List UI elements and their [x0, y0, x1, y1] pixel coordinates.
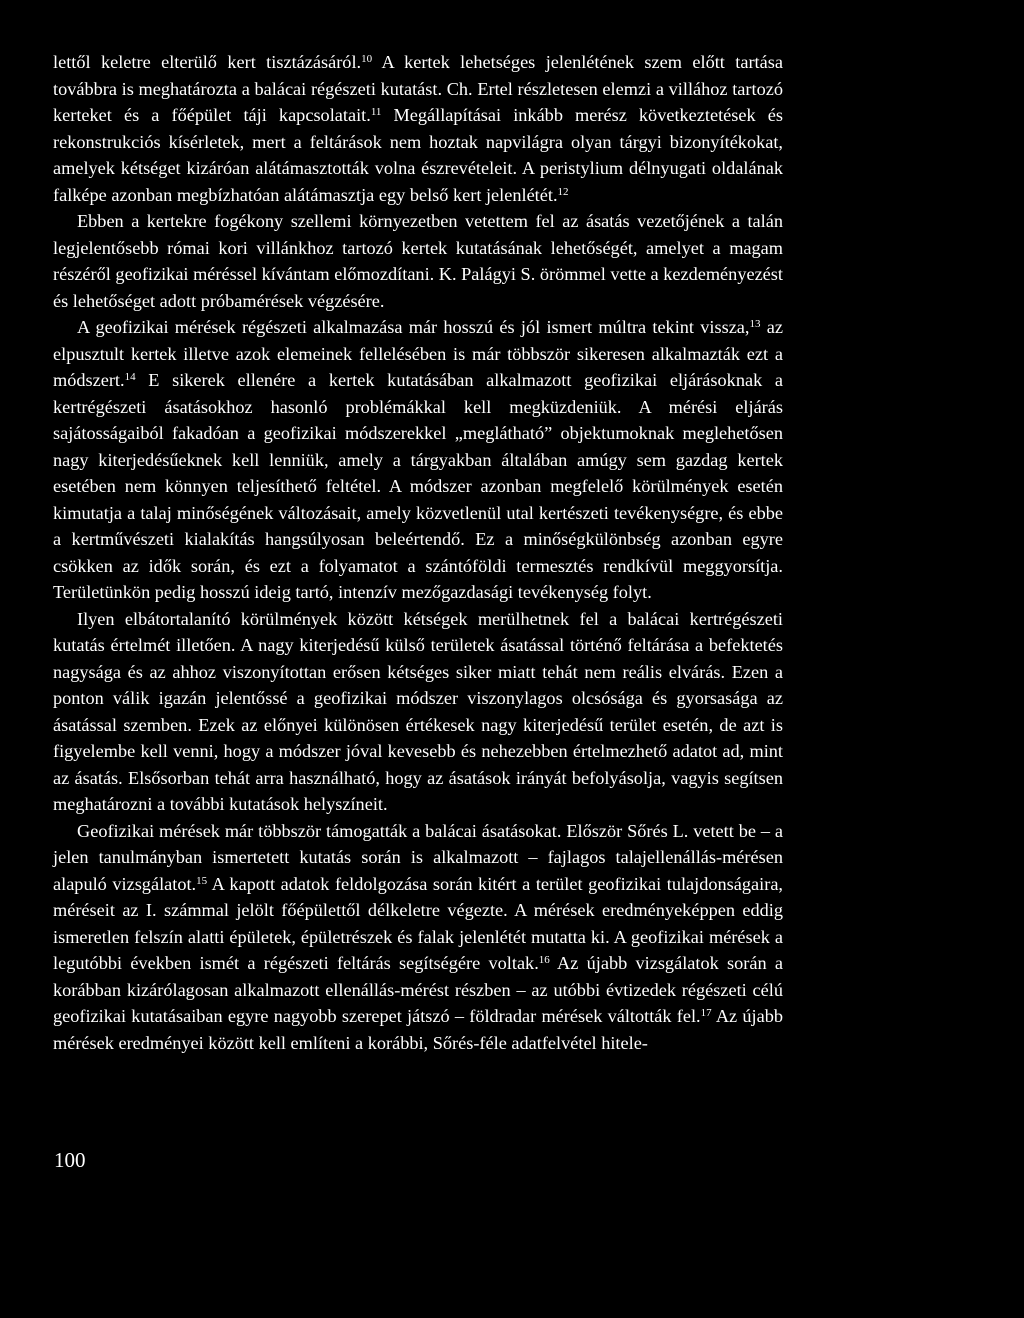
text-run: Megállapításai inkább merész következtetések és rekonstrukciós kísérletek, mert a feltárások nem hoztak napvilágra olyan tárgyi bizonyítékokat, amelyek kétséget kizáróan alátámasztották volna észrevételeit. A peristylium délnyugati oldalának falképe azonban megbízhatóan alátámasztja egy belső kert jelenlétét.: [53, 105, 783, 205]
footnote-reference: 10: [361, 53, 373, 65]
text-run: A geofizikai mérések régészeti alkalmazása már hosszú és jól ismert múltra tekint vissza,: [77, 317, 750, 337]
text-run: A kertek lehetséges jelenlétének szem előtt tartása továbbra is meghatározta a balácai régészeti kutatást. Ch. Ertel részletesen elemzi a villához tartozó kerteket és a főépület táji kapcsolatait.: [53, 52, 783, 125]
body-text: [53, 49, 783, 1056]
text-run: lettől keletre elterülő kert tisztázásáról.: [53, 52, 362, 72]
text-run: Az újabb vizsgálatok során a korábban kizárólagosan alkalmazott ellenállás-mérést részben – az utóbbi évtizedek régészeti célú geofizikai kutatásaiban egyre nagyobb szerepet játszó – földradar mérések váltották fel.: [53, 953, 783, 1026]
footnote-reference: 11: [370, 106, 382, 118]
footnote-reference: 12: [557, 185, 569, 198]
text-run: Geofizikai mérések már többször támogatták a balácai ásatásokat. Először Sőrés L. vetett be – a jelen tanulmányban ismertetett kutatás során is alkalmazott – fajlagos talajellenállás-mérésen alapuló vizsgálatot.: [53, 820, 783, 894]
paragraph: [53, 606, 783, 818]
footnote-reference: 13: [749, 318, 761, 330]
paragraph: [53, 49, 783, 208]
page-number: 100: [54, 1148, 86, 1172]
paragraph: [53, 314, 783, 606]
text-run: az elpusztult kertek illetve azok elemeinek fellelésében is már többször sikeresen alkalmazták ezt a módszert.: [53, 317, 783, 390]
footnote-reference: 17: [700, 1007, 712, 1019]
paragraph: [53, 208, 783, 314]
text-run: A kapott adatok feldolgozása során kitért a terület geofizikai tulajdonságaira, méréseit az I. számmal jelölt főépülettől délkeletre végezte. A mérések eredményeképpen eddig ismeretlen felszín alatti épületek, épületrészek és falak jelenlétét mutatta ki. A geofizikai mérések a legutóbbi években ismét a régészeti feltárás segítségére voltak.: [53, 873, 783, 973]
text-run: Az újabb mérések eredményei között kell említeni a korábbi, Sőrés-féle adatfelvétel hitele-: [53, 1006, 783, 1053]
footnote-reference: 14: [124, 371, 136, 383]
text-run: E sikerek ellenére a kertek kutatásában alkalmazott geofizikai eljárásoknak a kertrégészeti ásatásokhoz hasonló problémákkal kell megküzdeniük. A mérési eljárás sajátosságaiból fakadóan a geofizikai módszerekkel „meglátható” objektumoknak meglehetősen nagy kiterjedésűeknek kell lenniük, amely a tárgyakban általában amúgy sem gazdag kertek esetében nem könnyen teljesíthető feltétel. A módszer azonban megfelelő körülmények esetén kimutatja a talaj minőségének változásait, amely közvetlenül utal kertészeti tevékenységre, és ebbe a kertművészeti kialakítás hangsúlyosan beleértendő. Ez a minőségkülönbség azonban egyre csökken az idők során, és ezt a folyamatot a szántóföldi termesztés rendkívül meggyorsítja. Területünkön pedig hosszú ideig tartó, intenzív mezőgazdasági tevékenység folyt.: [53, 370, 783, 602]
paragraph: [53, 818, 783, 1057]
footnote-reference: 15: [196, 874, 208, 887]
text-run: Ebben a kertekre fogékony szellemi környezetben vetettem fel az ásatás vezetőjének a talán legjelentősebb római kori villánkhoz tartozó kertek kutatásának lehetőségét, amelyet a magam részéről geofizikai méréssel kívántam előmozdítani. K. Palágyi S. örömmel vette a kezdeményezést és lehetőséget adott próbamérések végzésére.: [53, 211, 783, 311]
text-run: Ilyen elbátortalanító körülmények között kétségek merülhetnek fel a balácai kertrégészeti kutatás értelmét illetően. A nagy kiterjedésű külső területek ásatással történő feltárása a befektetés nagysága és az ahhoz viszonyítottan erősen kétséges siker miatt tehát nem reális elvárás. Ezen a ponton válik igazán jelentőssé a geofizikai módszer viszonylagos olcsósága és gyorsasága az ásatással szemben. Ezek az előnyei különösen értékesek nagy kiterjedésű terület esetén, de azt is figyelembe kell venni, hogy a módszer jóval kevesebb és nehezebben értelmezhető adatot ad, mint az ásatás. Elsősorban tehát arra használható, hogy az ásatások irányát befolyásolja, vagyis segítsen meghatározni a további kutatások helyszíneit.: [53, 608, 783, 814]
footnote-reference: 16: [538, 954, 550, 966]
